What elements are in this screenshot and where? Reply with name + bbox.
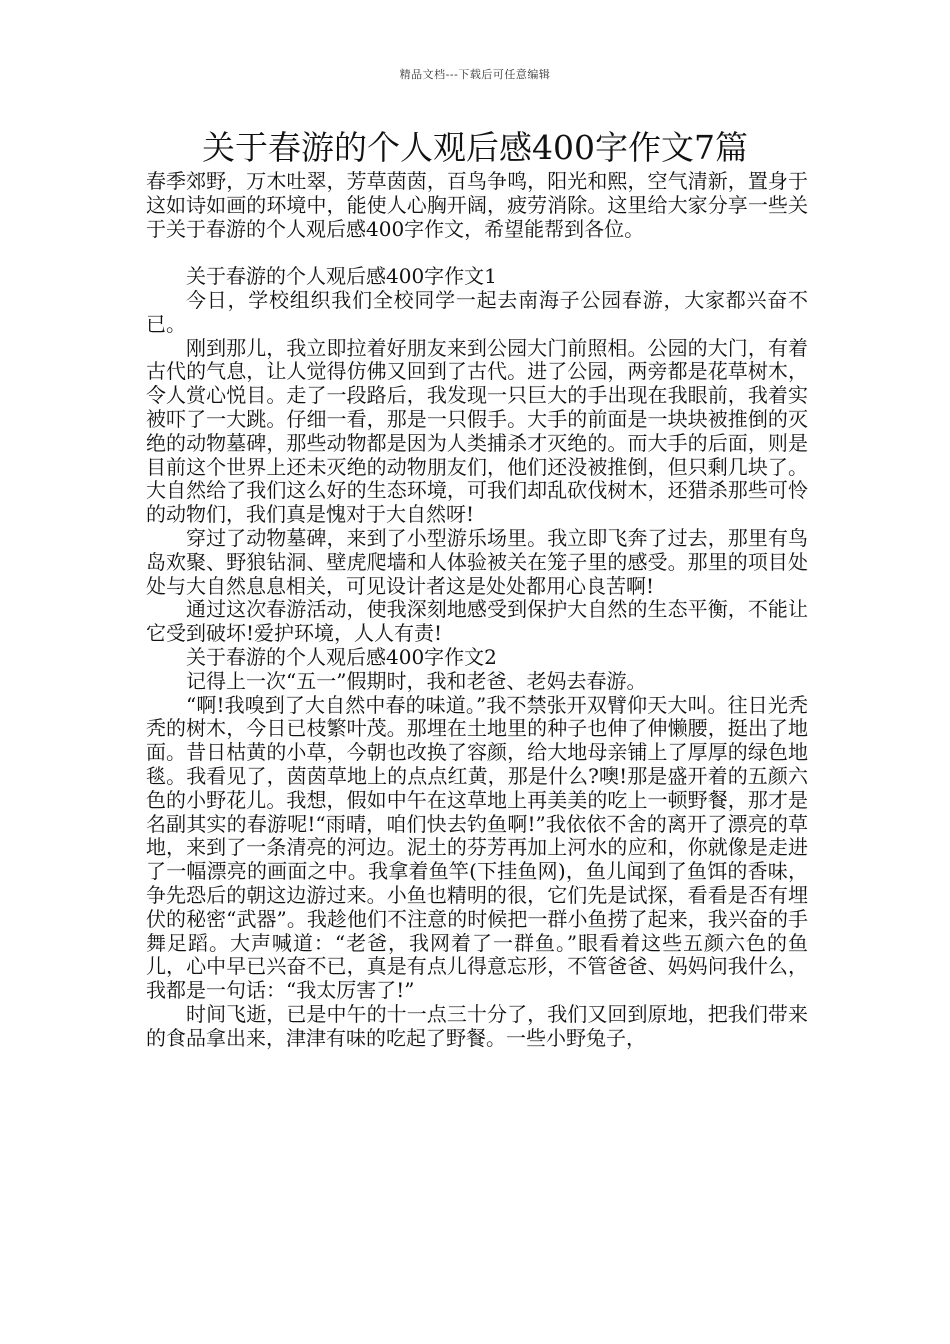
body-paragraph: 刚到那儿，我立即拉着好朋友来到公园大门前照相。公园的大门，有着古代的气息，让人觉得仿佛又回到了古代。进了公园，两旁都是花草树木，令人赏心悦目。走了一段路后，我发现一只巨大的手出现在我眼前，我着实被吓了一大跳。仔细一看，那是一只假手。大手的前面是一块块被推倒的灭绝的动物墓碑，那些动物都是因为人类捕杀才灭绝的。而大手的后面，则是目前这个世界上还未灭绝的动物朋友们，他们还没被推倒，但只剩几块了。大自然给了我们这么好的生态环境，可我们却乱砍伐树木，还猎杀那些可怜的动物们，我们真是愧对于大自然呀! (146, 335, 808, 527)
body-paragraph: “啊!我嗅到了大自然中春的味道。”我不禁张开双臂仰天大叫。往日光秃秃的树木，今日已枝繁叶茂。那埋在土地里的种子也伸了伸懒腰，挺出了地面。昔日枯黄的小草，今朝也改换了容颜，给大地母亲铺上了厚厚的绿色地毯。我看见了，茵茵草地上的点点红黄，那是什么?噢!那是盛开着的五颜六色的小野花儿。我想，假如中午在这草地上再美美的吃上一顿野餐，那才是名副其实的春游呢!“雨晴，咱们快去钓鱼啊!”我依依不舍的离开了漂亮的草地，来到了一条清亮的河边。泥土的芬芳再加上河水的应和，你就像是走进了一幅漂亮的画面之中。我拿着鱼竿(下挂鱼网)，鱼儿闻到了鱼饵的香味，争先恐后的朝这边游过来。小鱼也精明的很，它们先是试探，看看是否有埋伏的秘密“武器”。我趁他们不注意的时候把一群小鱼捞了起来，我兴奋的手舞足蹈。大声喊道：“老爸，我网着了一群鱼。”眼看着这些五颜六色的鱼儿，心中早已兴奋不已，真是有点儿得意忘形，不管爸爸、妈妈问我什么，我都是一句话：“我太厉害了!” (146, 692, 808, 1003)
page-header: 精品文档---下载后可任意编辑 (399, 68, 551, 81)
body-paragraph: 通过这次春游活动，使我深刻地感受到保护大自然的生态平衡，不能让它受到破坏!爱护环境，人人有责! (146, 597, 808, 646)
document-body (146, 170, 808, 1050)
body-paragraph: 穿过了动物墓碑，来到了小型游乐场里。我立即飞奔了过去，那里有鸟岛欢聚、野狼钻洞、壁虎爬墙和人体验被关在笼子里的感受。那里的项目处处与大自然息息相关，可见设计者这是处处都用心良苦啊! (146, 525, 808, 598)
body-paragraph: 今日，学校组织我们全校同学一起去南海子公园春游，大家都兴奋不已。 (146, 287, 808, 336)
intro-paragraph: 春季郊野，万木吐翠，芳草茵茵，百鸟争鸣，阳光和熙，空气清新，置身于这如诗如画的环境中，能使人心胸开阔，疲劳消除。这里给大家分享一些关于关于春游的个人观后感400字作文，希望能帮到各位。 (146, 169, 808, 241)
document-title: 关于春游的个人观后感400字作文7篇 (202, 128, 748, 167)
paragraph-spacer (146, 241, 808, 265)
section-heading-1: 关于春游的个人观后感400字作文1 (186, 264, 497, 289)
body-paragraph: 时间飞逝，已是中午的十一点三十分了，我们又回到原地，把我们带来的食品拿出来，津津有味的吃起了野餐。一些小野兔子， (146, 1001, 808, 1050)
body-paragraph: 记得上一次“五一”假期时，我和老爸、老妈去春游。 (186, 668, 647, 693)
section-heading-2: 关于春游的个人观后感400字作文2 (186, 644, 497, 669)
